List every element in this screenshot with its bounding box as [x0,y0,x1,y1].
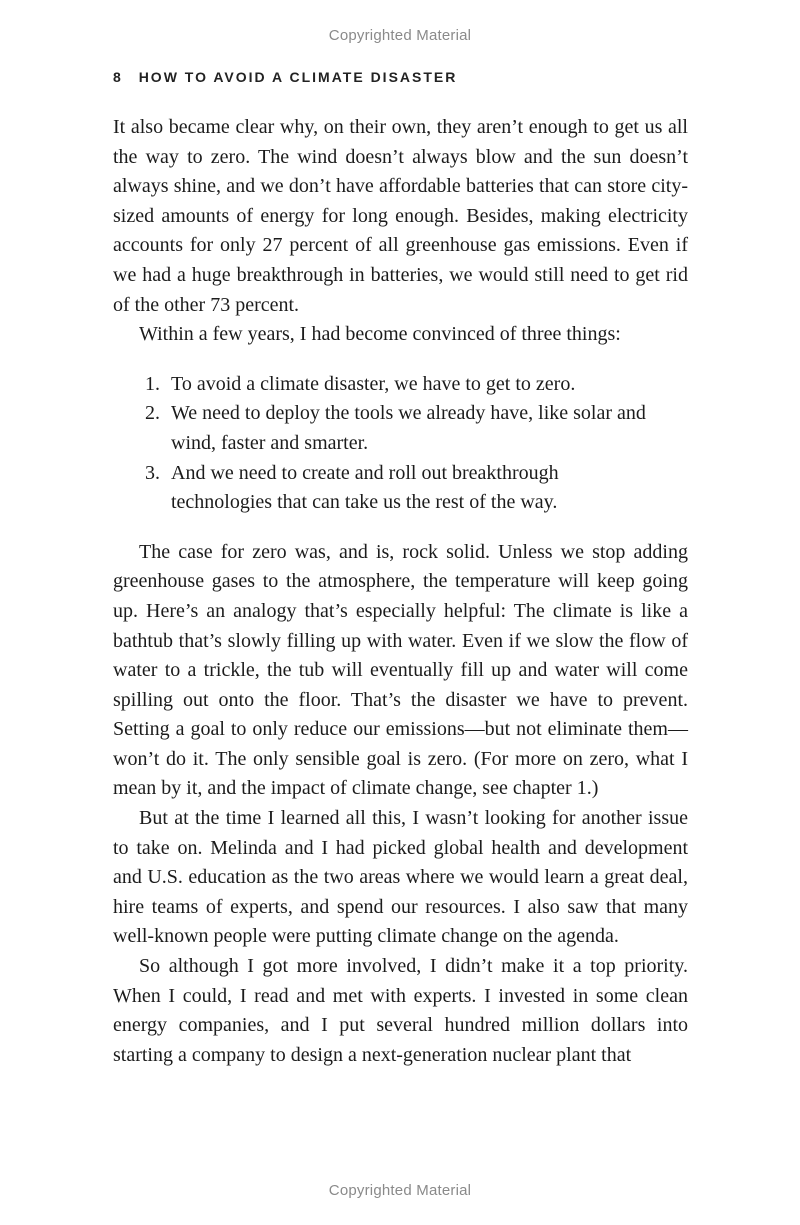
copyright-watermark-bottom: Copyrighted Material [328,1182,472,1199]
list-item-text: We need to deploy the tools we already have, like solar and wind, faster and smarter. [171,402,646,454]
paragraph: Within a few years, I had become convinced of three things: [139,323,621,346]
list-item-text: And we need to create and roll out breakthrough technologies that can take us the rest of the way. [171,461,559,514]
list-item-number: 1. [145,372,160,395]
paragraph: So although I got more involved, I didn’t make it a top priority. When I could, I read and met with experts. I invested in some clean energy companies, and I put several hundred million dollars into starting a company to design a next-generation nuclear plant that [113,955,688,1066]
list-item [145,459,650,518]
list-item [145,370,650,400]
numbered-list [113,370,650,518]
book-title: HOW TO AVOID A CLIMATE DISASTER [138,69,458,85]
copyright-watermark-top: Copyrighted Material [328,27,472,44]
list-item-number: 2. [145,402,160,425]
running-head [113,69,457,85]
list-item [145,399,650,458]
body-text [113,113,688,1070]
paragraph: But at the time I learned all this, I wasn’t looking for another issue to take on. Melinda and I had picked global health and development and U.S. education as the two areas where we would learn a great deal, hire teams of experts, and spend our resources. I also saw that many well-known people were putting climate change on the agenda. [113,807,688,948]
paragraph: It also became clear why, on their own, they aren’t enough to get us all the way to zero. The wind doesn’t always blow and the sun doesn’t always shine, and we don’t have affordable batteries that can store city-sized amounts of energy for long enough. Besides, making electricity accounts for only 27 percent of all greenhouse gas emissions. Even if we had a huge breakthrough in batteries, we would still need to get rid of the other 73 percent. [113,116,688,316]
list-item-text: To avoid a climate disaster, we have to get to zero. [171,372,576,395]
paragraph: The case for zero was, and is, rock solid. Unless we stop adding greenhouse gases to the atmosphere, the temperature will keep going up. Here’s an analogy that’s especially helpful: The climate is like a bathtub that’s slowly filling up with water. Even if we slow the flow of water to a trickle, the tub will eventually fill up and water will come spilling out onto the floor. That’s the disaster we have to prevent. Setting a goal to only reduce our emissions—but not eliminate them—won’t do it. The only sensible goal is zero. (For more on zero, what I mean by it, and the impact of climate change, see chapter 1.) [113,540,688,800]
page-number: 8 [113,69,123,85]
list-item-number: 3. [145,461,160,484]
